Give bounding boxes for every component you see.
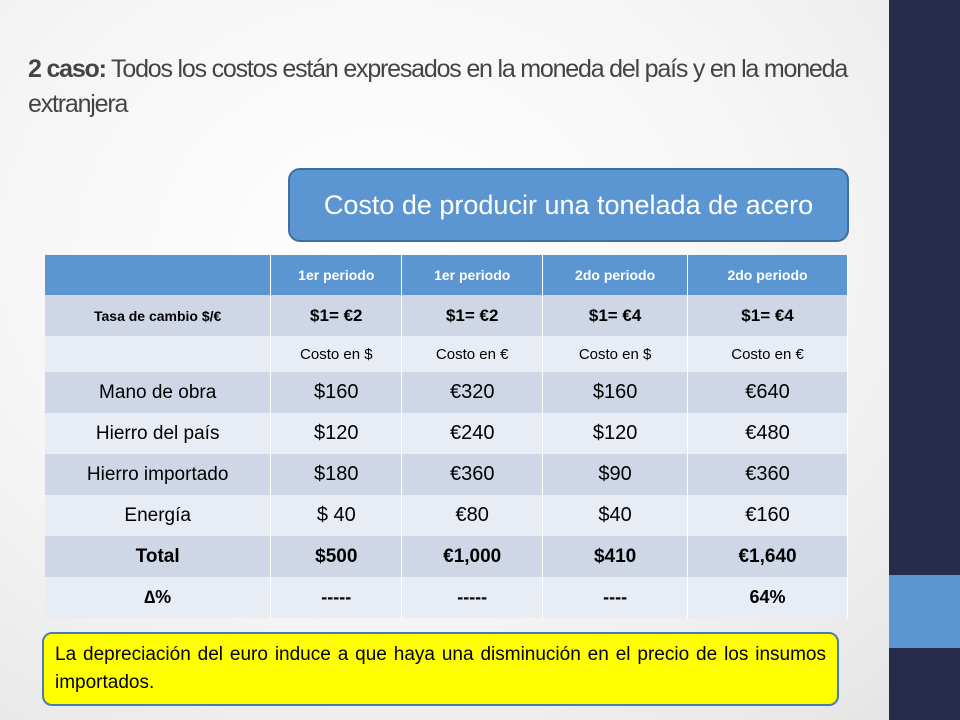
total-cell: €1,000 bbox=[402, 536, 543, 577]
header-cell: 2do periodo bbox=[543, 255, 688, 295]
table-cell: €160 bbox=[688, 495, 848, 536]
header-cell: 1er periodo bbox=[402, 255, 543, 295]
table-cell: €240 bbox=[402, 413, 543, 454]
cost-table bbox=[45, 255, 848, 618]
row-label: Mano de obra bbox=[45, 372, 271, 413]
table-cell: $120 bbox=[271, 413, 402, 454]
table-cell: €640 bbox=[688, 372, 848, 413]
table-cell: $160 bbox=[543, 372, 688, 413]
row-label: Total bbox=[45, 536, 271, 577]
currency-cell: Costo en € bbox=[688, 336, 848, 372]
table-cell: €360 bbox=[688, 454, 848, 495]
sidebar-accent bbox=[889, 575, 960, 648]
total-row bbox=[45, 536, 848, 577]
row-label: Hierro del país bbox=[45, 413, 271, 454]
table-row bbox=[45, 495, 848, 536]
exchange-rate-row bbox=[45, 295, 848, 336]
row-label: Energía bbox=[45, 495, 271, 536]
table-row bbox=[45, 372, 848, 413]
currency-cell: Costo en $ bbox=[543, 336, 688, 372]
currency-row bbox=[45, 336, 848, 372]
table-cell: $120 bbox=[543, 413, 688, 454]
total-cell: $500 bbox=[271, 536, 402, 577]
total-cell: €1,640 bbox=[688, 536, 848, 577]
rate-cell: $1= €2 bbox=[271, 295, 402, 336]
row-label: ∆% bbox=[45, 577, 271, 618]
title-text: Todos los costos están expresados en la moneda del país y en la moneda extranjera bbox=[28, 55, 848, 118]
delta-row bbox=[45, 577, 848, 618]
table-cell: €80 bbox=[402, 495, 543, 536]
delta-cell: ----- bbox=[402, 577, 543, 618]
table-cell: $180 bbox=[271, 454, 402, 495]
delta-cell: ----- bbox=[271, 577, 402, 618]
rate-cell: $1= €4 bbox=[543, 295, 688, 336]
row-label bbox=[45, 336, 271, 372]
note-box: La depreciación del euro induce a que haya una disminución en el precio de los insumos importados. bbox=[42, 632, 839, 706]
currency-cell: Costo en $ bbox=[271, 336, 402, 372]
table-cell: $40 bbox=[543, 495, 688, 536]
row-label: Tasa de cambio $/€ bbox=[45, 295, 271, 336]
rate-cell: $1= €4 bbox=[688, 295, 848, 336]
table-cell: $90 bbox=[543, 454, 688, 495]
header-cell: 2do periodo bbox=[688, 255, 848, 295]
callout-box: Costo de producir una tonelada de acero bbox=[288, 168, 849, 242]
table-cell: €360 bbox=[402, 454, 543, 495]
slide-title bbox=[28, 52, 858, 122]
delta-cell: 64% bbox=[688, 577, 848, 618]
rate-cell: $1= €2 bbox=[402, 295, 543, 336]
table-row bbox=[45, 413, 848, 454]
delta-cell: ---- bbox=[543, 577, 688, 618]
table-cell: $ 40 bbox=[271, 495, 402, 536]
header-cell: 1er periodo bbox=[271, 255, 402, 295]
table-cell: €480 bbox=[688, 413, 848, 454]
total-cell: $410 bbox=[543, 536, 688, 577]
header-cell bbox=[45, 255, 271, 295]
table-cell: €320 bbox=[402, 372, 543, 413]
title-bold: 2 caso: bbox=[28, 55, 106, 83]
currency-cell: Costo en € bbox=[402, 336, 543, 372]
table-cell: $160 bbox=[271, 372, 402, 413]
row-label: Hierro importado bbox=[45, 454, 271, 495]
header-row bbox=[45, 255, 848, 295]
table-row bbox=[45, 454, 848, 495]
